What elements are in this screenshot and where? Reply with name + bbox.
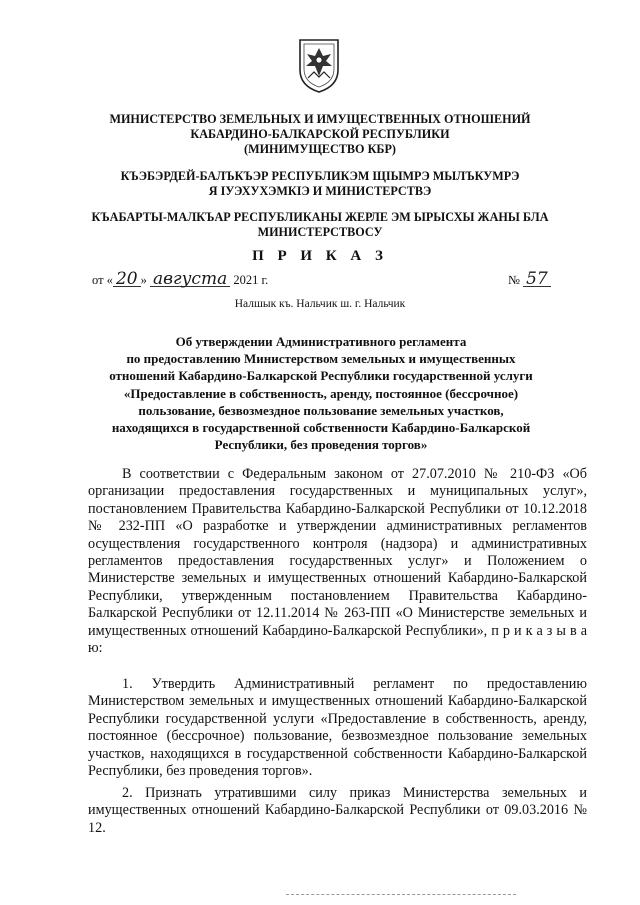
date-prefix: от « [92,273,113,287]
place-of-issue: Налшык къ. Нальчик ш. г. Нальчик [234,298,406,310]
header-line: МИНИСТЕРСТВОСУ [257,225,383,239]
number-prefix: № [508,273,520,287]
date-year: 2021 г. [233,273,269,287]
subject-line: «Предоставление в собственность, аренду, постоянное (бессрочное) [123,385,519,401]
ministry-name-kabardian [60,169,580,199]
header-line: МИНИСТЕРСТВО ЗЕМЕЛЬНЫХ И ИМУЩЕСТВЕННЫХ ОТНОШЕНИЙ [109,112,531,126]
ministry-name-russian [60,112,580,157]
subject-line: Об утверждении Административного регламента [175,334,467,349]
order-number [508,269,551,289]
document-type-title: П Р И К А З [252,248,388,264]
order-item-2: 2. Признать утратившими силу приказ Министерства земельных и имущественных отношений Кабардино-Балкарской Республики от 09.03.2016 № 12. [88,785,587,836]
header-line: (МИНИМУЩЕСТВО КБР) [244,142,396,156]
number-handwritten: 57 [523,272,551,287]
footer-divider [286,894,516,895]
date-mid: » [140,273,147,287]
date-day-handwritten: 20 [113,272,141,287]
order-item-1: 1. Утвердить Административный регламент по предоставлению Министерством земельных и имущественных отношений Кабардино-Балкарской Республики государственной услуги «Предоставление в собственность, аренду, постоянное (бессрочное) пользование, безвозмездное пользование земельных участков, находящихся в государственной собственности Кабардино-Балкарской Республики, без проведения торгов». [88,676,587,780]
order-subject [88,333,554,453]
header-line: Я IУЭХУХЭМКIЭ И МИНИСТЕРСТВЭ [208,184,432,198]
subject-line: отношений Кабардино-Балкарской Республики государственной услуги [109,368,533,384]
header-line: КЪЭБЭРДЕЙ-БАЛЪКЪЭР РЕСПУБЛИКЭМ ЩIЫМРЭ МЫЛЪКУМРЭ [120,169,520,183]
date-month-handwritten: августа [150,272,230,287]
ministry-name-balkar [60,210,580,240]
header-line: КЪАБАРТЫ-МАЛКЪАР РЕСПУБЛИКАНЫ ЖЕРЛЕ ЭМ ЫРЫСХЫ ЖАНЫ БЛА [91,210,549,224]
subject-line: находящихся в государственной собственности Кабардино-Балкарской [111,420,531,436]
subject-line: Республики, без проведения торгов» [214,437,428,453]
header-line: КАБАРДИНО-БАЛКАРСКОЙ РЕСПУБЛИКИ [190,127,450,141]
subject-line: пользование, безвозмездное пользование земельных участков, [138,402,504,418]
subject-line: по предоставлению Министерством земельных и имущественных [126,351,516,367]
preamble-paragraph: В соответствии с Федеральным законом от 27.07.2010 № 210-ФЗ «Об организации предоставления государственных и муниципальных услуг», постановлением Правительства Кабардино-Балкарской Республики от 10.12.2018 № 232-ПП «О разработке и утверждении административных регламентов осуществления государственного контроля (надзора) и административных регламентов предоставления государственных услуг» и Положением о Министерстве земельных и имущественных отношений Кабардино-Балкарской Республики, утвержденным постановлением Правительства Кабардино-Балкарской Республики от 12.11.2014 № 263-ПП «О Министерстве земельных и имущественных отношений Кабардино-Балкарской Республики», п р и к а з ы в а ю: [88,466,587,657]
order-date [92,269,269,289]
coat-of-arms-icon [296,36,342,94]
